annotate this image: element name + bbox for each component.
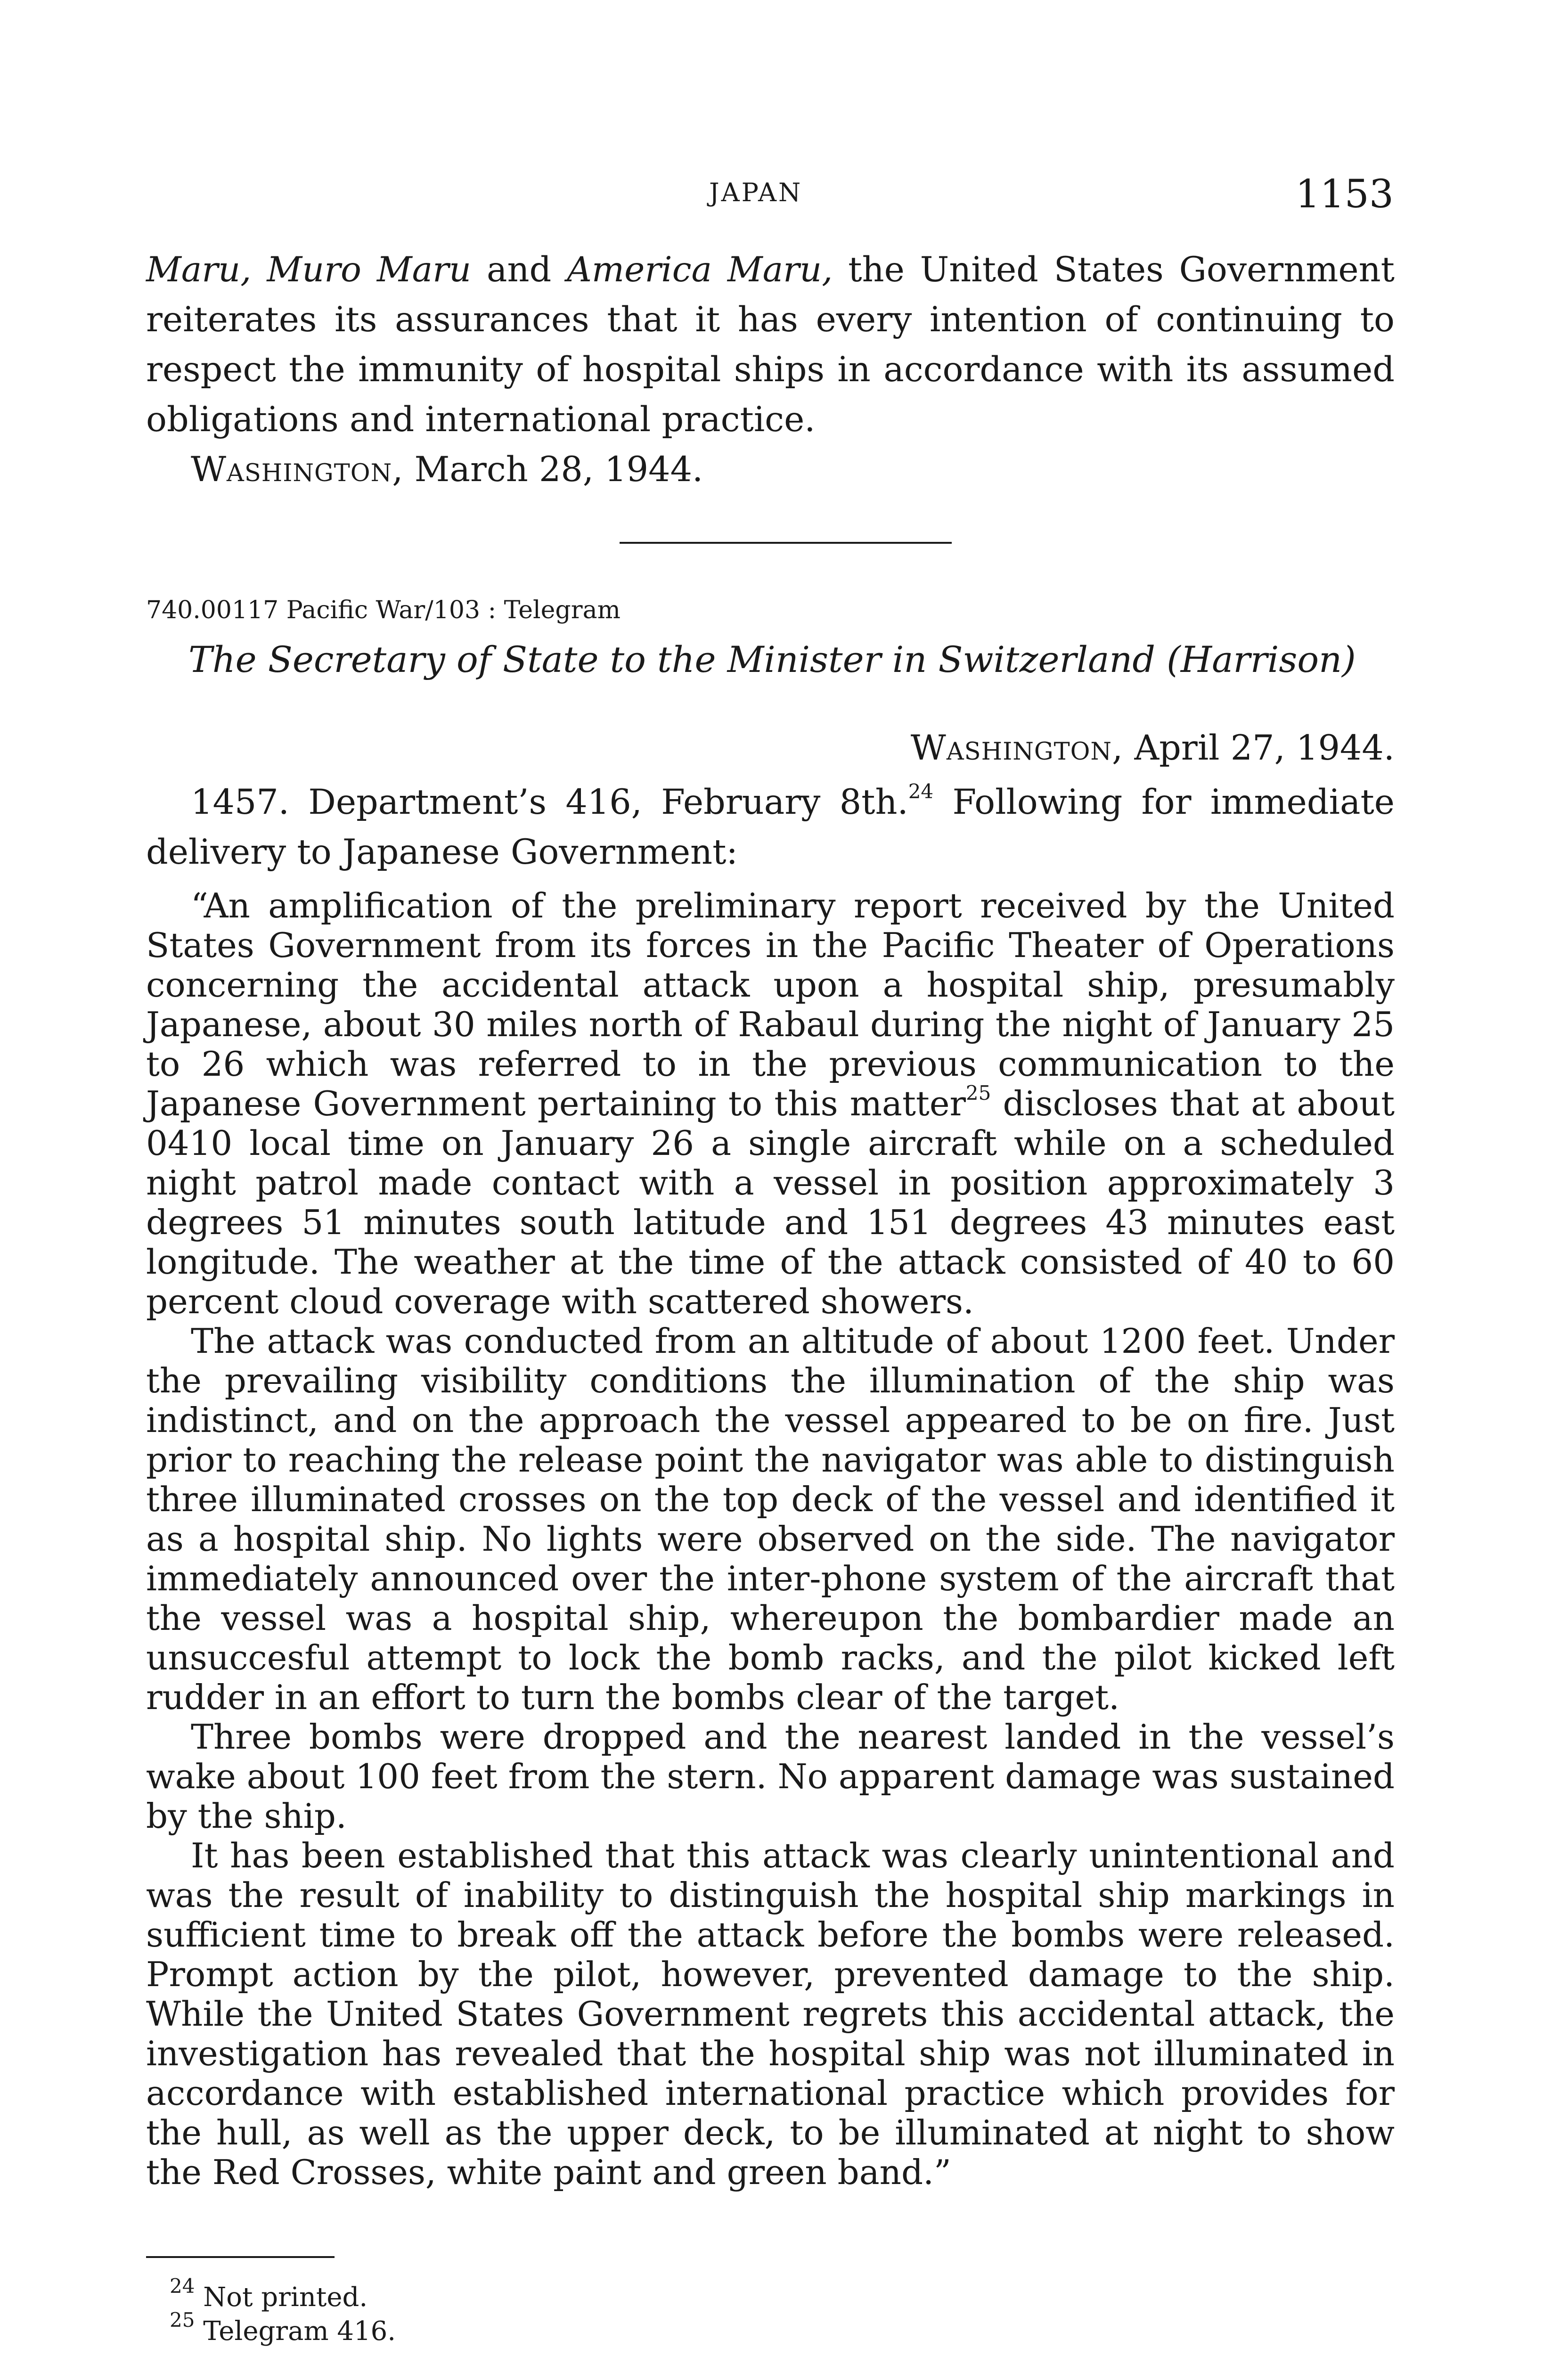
ship-name: Maru,	[146, 250, 252, 290]
intro-paragraph	[146, 777, 1395, 877]
quote-text-cont: discloses that at about 0410 local time on January 26 a single aircraft while on a scheduled night patrol made contact with a vessel in position approximately 3 degrees 51 minutes south latitude and 151 degrees 43 minutes east longitude. The weather at the time of the attack consisted of 40 to 60 percent cloud coverage with scattered showers.	[146, 1084, 1395, 1321]
footnote-text: Telegram 416.	[203, 2316, 396, 2347]
running-head	[0, 172, 1568, 217]
quote-paragraph	[146, 886, 1395, 1321]
quoted-message	[146, 886, 1395, 2192]
intro-text: 1457. Department’s 416, February 8th.	[191, 782, 908, 822]
dateline	[911, 728, 1395, 768]
page-number: 1153	[1295, 172, 1394, 217]
quote-paragraph: It has been established that this attack was clearly unintentional and was the result of inability to distinguish the hospital ship markings in sufficient time to break off the attack before the bombs were released. Prompt action by the pilot, however, prevented damage to the ship. While the United States Government regrets this accidental attack, the investigation has revealed that the hospital ship was not illuminated in accordance with established international practice which provides for the hull, as well as the upper deck, to be illuminated at night to show the Red Crosses, white paint and green band.”	[146, 1836, 1395, 2192]
footnote-divider	[146, 2256, 335, 2258]
footnote-ref: 24	[908, 779, 934, 803]
dateline-date: April 27, 1944.	[1134, 728, 1395, 768]
signoff-date: March 28, 1944.	[414, 450, 703, 490]
intro-text-cont: Following for immediate delivery to Japanese Government:	[146, 782, 1395, 872]
signoff-place: Washington,	[191, 450, 404, 490]
footnote-number: 25	[170, 2308, 195, 2332]
continuation-text	[146, 245, 1395, 495]
footnotes	[170, 2274, 396, 2348]
quote-text: “An amplification of the preliminary report received by the United States Government from its forces in the Pacific Theater of Operations concerning the accidental attack upon a hospital ship, presumably Japanese, about 30 miles north of Rabaul during the night of January 25 to 26 which was referred to in the previous communication to the Japanese Government pertaining to this matter	[146, 886, 1395, 1123]
continuation-body: the United States Government reiterates its assurances that it has every intention of continuing to respect the immunity of hospital ships in accordance with its assumed obligations and international practice.	[146, 250, 1395, 440]
footnote	[170, 2274, 396, 2315]
continuation-paragraph	[146, 245, 1395, 445]
document-title-name: Harrison	[1180, 638, 1342, 680]
file-reference: 740.00117 Pacific War/103 : Telegram	[146, 596, 621, 624]
signoff	[146, 445, 1395, 495]
quote-paragraph: The attack was conducted from an altitude of about 1200 feet. Under the prevailing visibility conditions the illumination of the ship was indistinct, and on the approach the vessel appeared to be on fire. Just prior to reaching the release point the navigator was able to distinguish three illuminated crosses on the top deck of the vessel and identified it as a hospital ship. No lights were observed on the side. The navigator immediately announced over the inter-phone system of the aircraft that the vessel was a hospital ship, whereupon the bombardier made an unsuccesful attempt to lock the bomb racks, and the pilot kicked left rudder in an effort to turn the bombs clear of the target.	[146, 1321, 1395, 1717]
footnote-text: Not printed.	[203, 2282, 368, 2313]
footnote-number: 24	[170, 2274, 195, 2298]
footnote	[170, 2308, 396, 2348]
document-title-close: )	[1342, 638, 1356, 680]
section-divider	[620, 542, 952, 544]
ship-name: America Maru,	[567, 250, 833, 290]
dateline-place: Washington,	[910, 728, 1124, 768]
running-head-title: JAPAN	[709, 178, 803, 207]
document-title	[188, 638, 1356, 680]
ship-name: Muro Maru	[267, 250, 472, 290]
footnote-ref: 25	[965, 1081, 991, 1104]
conjunction: and	[486, 250, 552, 290]
telegram-intro	[146, 777, 1395, 877]
quote-paragraph: Three bombs were dropped and the nearest landed in the vessel’s wake about 100 feet from the stern. No apparent damage was sustained by the ship.	[146, 1717, 1395, 1836]
document-title-main: The Secretary of State to the Minister in Switzerland (	[188, 638, 1181, 680]
